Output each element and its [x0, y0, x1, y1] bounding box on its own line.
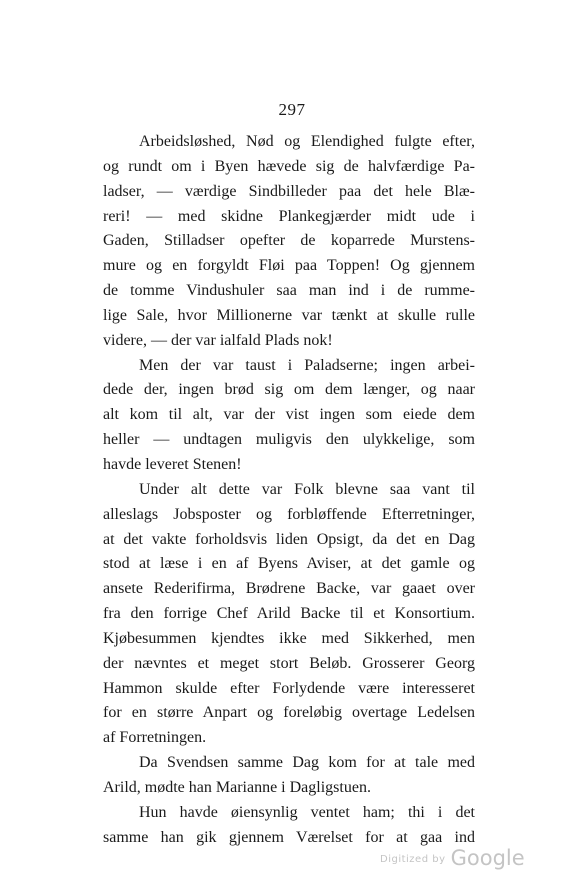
- text-line: for en større Anpart og foreløbig overtage Ledelsen: [103, 704, 475, 722]
- body-text: [103, 130, 475, 850]
- text-line: at det vakte forholdsvis liden Opsigt, da det en Dag: [103, 530, 475, 548]
- text-line: Men der var taust i Paladserne; ingen arbei-: [139, 356, 475, 374]
- text-line: reri! — med skidne Plankegjærder midt ude i: [103, 207, 475, 225]
- text-line: lige Sale, hvor Millionerne var tænkt at skulle rulle: [103, 306, 475, 324]
- watermark-brand: Google: [450, 846, 525, 870]
- text-line: dede der, ingen brød sig om dem længer, og naar: [103, 381, 475, 399]
- text-line: Gaden, Stilladser opefter de koparrede Murstens-: [103, 232, 475, 250]
- text-line: stod at læse i en af Byens Aviser, at det gamle og: [103, 555, 475, 573]
- text-line: Arild, mødte han Marianne i Dagligstuen.: [103, 778, 371, 796]
- page-number: 297: [278, 100, 306, 119]
- text-line: ladser, — værdige Sindbilleder paa det hele Blæ-: [103, 182, 475, 200]
- text-line: Hammon skulde efter Forlydende være interesseret: [103, 679, 475, 697]
- text-line: alleslags Jobsposter og forbløffende Efterretninger,: [103, 505, 475, 523]
- watermark-prefix: Digitized by: [380, 854, 446, 865]
- digitized-by-google-watermark: [380, 846, 525, 870]
- text-line: Da Svendsen samme Dag kom for at tale med: [139, 754, 475, 772]
- text-line: havde leveret Stenen!: [103, 455, 242, 473]
- text-line: og rundt om i Byen hævede sig de halvfærdige Pa-: [103, 157, 475, 175]
- text-line: af Forretningen.: [103, 729, 207, 747]
- text-line: videre, — der var ialfald Plads nok!: [103, 331, 333, 349]
- text-line: Under alt dette var Folk blevne saa vant til: [139, 480, 475, 498]
- text-line: der nævntes et meget stort Beløb. Grosserer Georg: [103, 654, 475, 672]
- text-line: de tomme Vindushuler saa man ind i de rumme-: [103, 282, 475, 300]
- text-line: Hun havde øiensynlig ventet ham; thi i det: [139, 803, 475, 821]
- text-line: Arbeidsløshed, Nød og Elendighed fulgte efter,: [139, 133, 475, 150]
- text-line: fra den forrige Chef Arild Backe til et Konsortium.: [103, 605, 475, 623]
- text-line: Kjøbesummen kjendtes ikke med Sikkerhed, men: [103, 629, 475, 647]
- text-line: ansete Rederifirma, Brødrene Backe, var gaaet over: [103, 580, 475, 598]
- text-line: alt kom til alt, var der vist ingen som eiede dem: [103, 406, 475, 424]
- text-line: heller — undtagen muligvis den ulykkelige, som: [103, 431, 475, 449]
- text-line: mure og en forgyldt Fløi paa Toppen! Og gjennem: [103, 257, 475, 275]
- text-line: samme han gik gjennem Værelset for at gaa ind: [103, 828, 475, 846]
